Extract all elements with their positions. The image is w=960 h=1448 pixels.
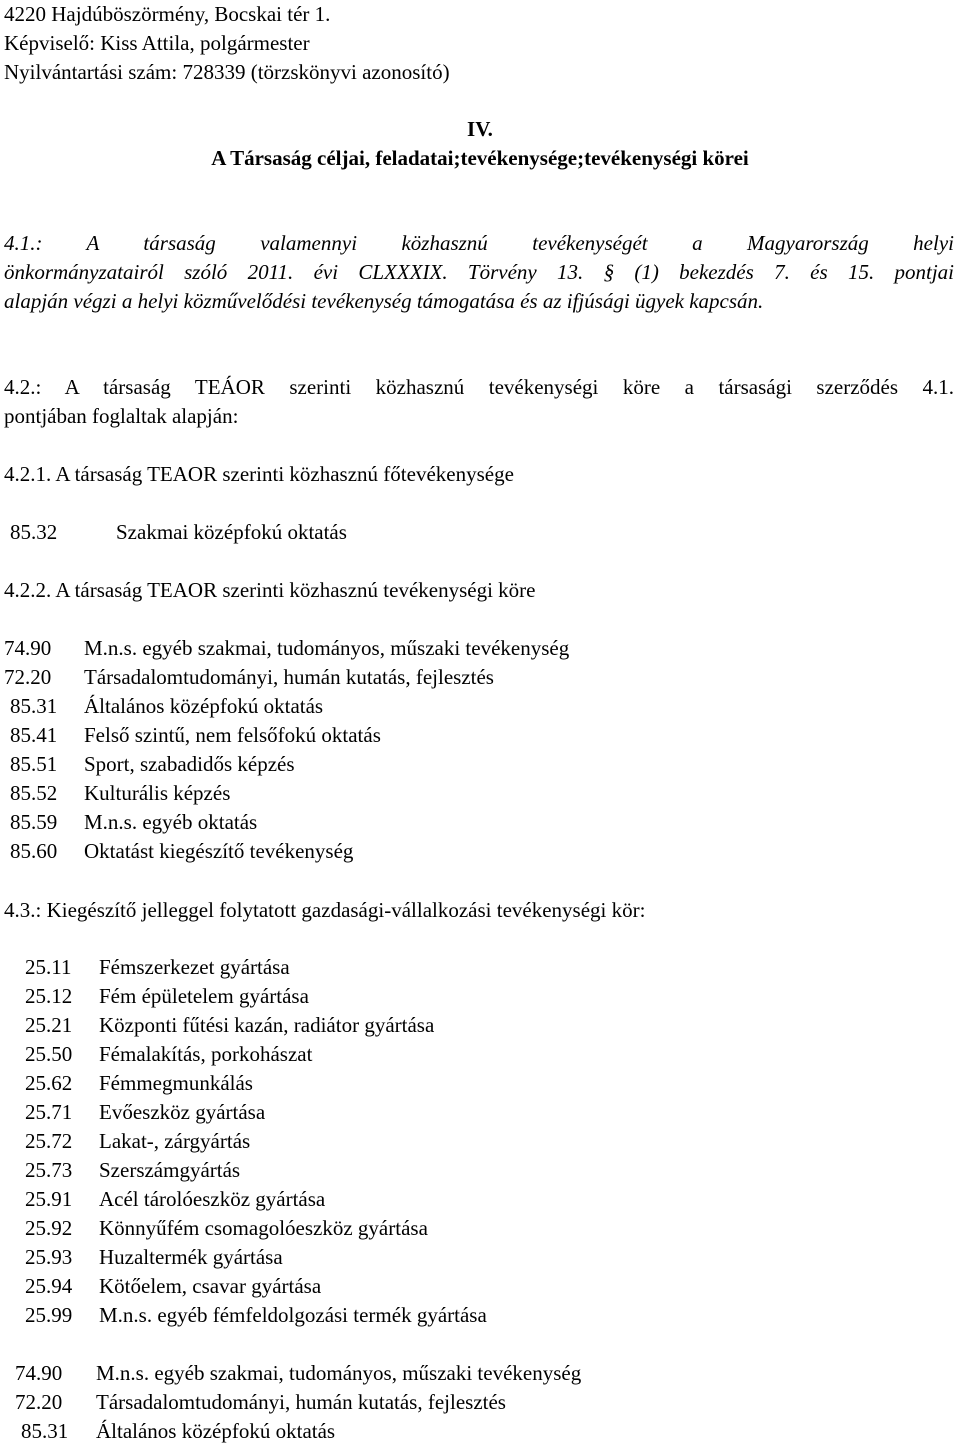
list-item bbox=[10, 779, 231, 808]
activity-description: Oktatást kiegészítő tevékenység bbox=[84, 839, 354, 863]
activity-description: Fémalakítás, porkohászat bbox=[99, 1042, 313, 1066]
list-item bbox=[25, 1098, 266, 1127]
activity-code: 85.41 bbox=[10, 723, 58, 747]
activity-code: 25.72 bbox=[25, 1129, 73, 1153]
section-4-2-1-heading: 4.2.1. A társaság TEAOR szerinti közhasznú főtevékenysége bbox=[4, 462, 514, 486]
list-item bbox=[21, 1417, 336, 1446]
activity-description: Könnyűfém csomagolóeszköz gyártása bbox=[99, 1216, 428, 1240]
activity-code: 25.93 bbox=[25, 1245, 73, 1269]
activity-description: Általános középfokú oktatás bbox=[84, 694, 324, 718]
section-title: A Társaság céljai, feladatai;tevékenysége;tevékenységi körei bbox=[211, 146, 749, 170]
list-item bbox=[4, 634, 570, 663]
activity-code: 25.62 bbox=[25, 1071, 73, 1095]
activity-code: 25.21 bbox=[25, 1013, 73, 1037]
list-item bbox=[15, 1388, 506, 1417]
activity-code: 85.51 bbox=[10, 752, 58, 776]
activity-description: Acél tárolóeszköz gyártása bbox=[99, 1187, 326, 1211]
activity-description: Fémszerkezet gyártása bbox=[99, 955, 290, 979]
list-item bbox=[25, 982, 309, 1011]
activity-description: Sport, szabadidős képzés bbox=[84, 752, 295, 776]
activity-description: Szakmai középfokú oktatás bbox=[116, 520, 347, 544]
activity-code: 85.31 bbox=[21, 1419, 69, 1443]
list-item bbox=[15, 1359, 582, 1388]
activity-description: M.n.s. egyéb oktatás bbox=[84, 810, 258, 834]
activity-description: M.n.s. egyéb fémfeldolgozási termék gyártása bbox=[99, 1303, 487, 1327]
list-item bbox=[10, 721, 381, 750]
activity-description: M.n.s. egyéb szakmai, tudományos, műszaki tevékenység bbox=[96, 1361, 582, 1385]
list-item bbox=[4, 663, 494, 692]
activity-description: Felső szintű, nem felsőfokú oktatás bbox=[84, 723, 381, 747]
activity-code: 85.32 bbox=[10, 520, 58, 544]
paragraph-4-1-line-3: alapján végzi a helyi közművelődési tevékenység támogatása és az ifjúsági ügyek kapcsán. bbox=[4, 289, 764, 313]
activity-code: 85.52 bbox=[10, 781, 58, 805]
activity-description: Központi fűtési kazán, radiátor gyártása bbox=[99, 1013, 435, 1037]
activity-code: 25.71 bbox=[25, 1100, 73, 1124]
activity-code: 25.99 bbox=[25, 1303, 73, 1327]
activity-description: Kulturális képzés bbox=[84, 781, 231, 805]
activity-code: 72.20 bbox=[15, 1390, 63, 1414]
activity-code: 25.73 bbox=[25, 1158, 73, 1182]
activity-code: 25.12 bbox=[25, 984, 73, 1008]
list-item bbox=[10, 837, 354, 866]
activity-code: 72.20 bbox=[4, 665, 52, 689]
activity-description: Evőeszköz gyártása bbox=[99, 1100, 266, 1124]
list-item bbox=[25, 1156, 241, 1185]
activity-code: 85.60 bbox=[10, 839, 58, 863]
section-number: IV. bbox=[467, 117, 493, 141]
list-item bbox=[25, 953, 290, 982]
activity-description: Társadalomtudományi, humán kutatás, fejlesztés bbox=[84, 665, 494, 689]
list-item bbox=[10, 692, 324, 721]
list-item bbox=[10, 808, 258, 837]
section-4-2-2-heading: 4.2.2. A társaság TEAOR szerinti közhasznú tevékenységi köre bbox=[4, 578, 536, 602]
list-item bbox=[25, 1011, 435, 1040]
list-item bbox=[25, 1301, 487, 1330]
main-activity-row bbox=[10, 518, 347, 547]
list-item bbox=[25, 1185, 326, 1214]
activity-description: Fémmegmunkálás bbox=[99, 1071, 253, 1095]
activity-code: 25.94 bbox=[25, 1274, 73, 1298]
paragraph-4-1-line-2: önkormányzatairól szóló 2011. évi CLXXXIX. Törvény 13. § (1) bekezdés 7. és 15. pontjai bbox=[4, 260, 954, 284]
activity-description: Általános középfokú oktatás bbox=[96, 1419, 336, 1443]
list-item bbox=[25, 1127, 251, 1156]
activity-description: Huzaltermék gyártása bbox=[99, 1245, 283, 1269]
activity-code: 85.59 bbox=[10, 810, 58, 834]
list-item bbox=[25, 1243, 283, 1272]
header-representative: Képviselő: Kiss Attila, polgármester bbox=[4, 31, 310, 55]
activity-description: Lakat-, zárgyártás bbox=[99, 1129, 251, 1153]
activity-description: Kötőelem, csavar gyártása bbox=[99, 1274, 322, 1298]
activity-code: 25.91 bbox=[25, 1187, 73, 1211]
header-address: 4220 Hajdúböszörmény, Bocskai tér 1. bbox=[4, 2, 331, 26]
paragraph-4-1-line-1: 4.1.: A társaság valamennyi közhasznú tevékenységét a Magyarország helyi bbox=[4, 231, 954, 255]
header-registration: Nyilvántartási szám: 728339 (törzskönyvi azonosító) bbox=[4, 60, 450, 84]
activity-description: M.n.s. egyéb szakmai, tudományos, műszaki tevékenység bbox=[84, 636, 570, 660]
activity-description: Társadalomtudományi, humán kutatás, fejlesztés bbox=[96, 1390, 506, 1414]
activity-code: 74.90 bbox=[4, 636, 52, 660]
section-4-3-heading: 4.3.: Kiegészítő jelleggel folytatott gazdasági-vállalkozási tevékenységi kör: bbox=[4, 898, 646, 922]
list-item bbox=[25, 1069, 253, 1098]
activity-code: 74.90 bbox=[15, 1361, 63, 1385]
activity-code: 25.11 bbox=[25, 955, 72, 979]
activity-code: 25.50 bbox=[25, 1042, 73, 1066]
list-item bbox=[25, 1272, 322, 1301]
activity-description: Fém épületelem gyártása bbox=[99, 984, 309, 1008]
list-item bbox=[25, 1214, 428, 1243]
paragraph-4-2-line-2: pontjában foglaltak alapján: bbox=[4, 404, 239, 428]
activity-code: 85.31 bbox=[10, 694, 58, 718]
list-item bbox=[10, 750, 295, 779]
list-item bbox=[25, 1040, 313, 1069]
activity-code: 25.92 bbox=[25, 1216, 73, 1240]
activity-description: Szerszámgyártás bbox=[99, 1158, 241, 1182]
paragraph-4-2-line-1: 4.2.: A társaság TEÁOR szerinti közhasznú tevékenységi köre a társasági szerződés 4.1. bbox=[4, 375, 954, 399]
